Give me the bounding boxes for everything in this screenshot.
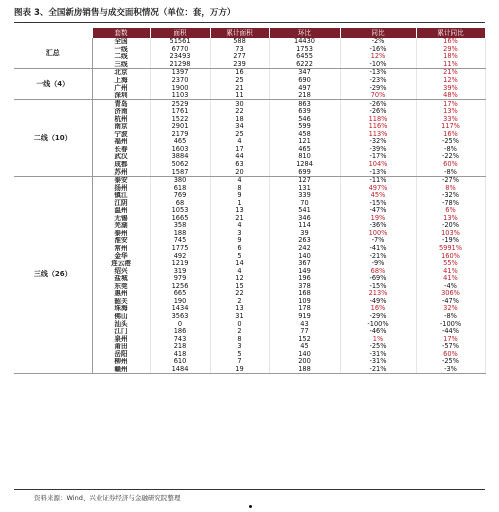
area-cell: 18 (210, 115, 269, 123)
city-name: 江阴 (92, 199, 150, 207)
mom-cell: -17% (340, 153, 416, 161)
area-cell: 14 (210, 260, 269, 268)
city-name: 韶关 (92, 298, 150, 306)
yoy-cell: 21% (416, 69, 485, 77)
area-cell: 11 (210, 92, 269, 100)
units-cell: 218 (150, 343, 210, 351)
header-blank (14, 28, 92, 38)
cumulative-area-cell: 121 (269, 138, 340, 146)
area-cell: 17 (210, 146, 269, 154)
area-cell: 12 (210, 275, 269, 283)
yoy-cell: 32% (416, 305, 485, 313)
source-note: 资料来源：Wind、兴业证券经济与金融研究院整理 (34, 494, 181, 502)
area-cell: 25 (210, 77, 269, 85)
yoy-cell: 160% (416, 252, 485, 260)
cumulative-area-cell: 39 (269, 230, 340, 238)
cumulative-area-cell: 152 (269, 335, 340, 343)
units-cell: 188 (150, 230, 210, 238)
header-cumulative-yoy: 累计同比 (416, 28, 485, 38)
units-cell: 190 (150, 298, 210, 306)
units-cell: 1761 (150, 108, 210, 116)
mom-cell: -39% (340, 146, 416, 154)
cumulative-area-cell: 168 (269, 290, 340, 298)
group-label: 三线（26） (14, 176, 92, 373)
mom-cell: -26% (340, 108, 416, 116)
table-header-row (14, 28, 485, 38)
cumulative-area-cell: 541 (269, 207, 340, 215)
city-name: 柳州 (92, 358, 150, 366)
area-cell: 8 (210, 335, 269, 343)
area-cell: 15 (210, 283, 269, 291)
yoy-cell: 5991% (416, 245, 485, 253)
cumulative-area-cell: 546 (269, 115, 340, 123)
area-cell: 30 (210, 100, 269, 108)
cumulative-area-cell: 109 (269, 298, 340, 306)
units-cell: 610 (150, 358, 210, 366)
units-cell: 3563 (150, 313, 210, 321)
mom-cell: 104% (340, 161, 416, 169)
area-cell: 4 (210, 222, 269, 230)
city-name: 宁波 (92, 131, 150, 139)
cumulative-area-cell: 367 (269, 260, 340, 268)
units-cell: 2529 (150, 100, 210, 108)
cumulative-area-cell: 465 (269, 146, 340, 154)
cumulative-area-cell: 218 (269, 92, 340, 100)
yoy-cell: 103% (416, 230, 485, 238)
mom-cell: 118% (340, 115, 416, 123)
yoy-cell: 12% (416, 77, 485, 85)
mom-cell: 45% (340, 192, 416, 200)
units-cell: 665 (150, 290, 210, 298)
cumulative-area-cell: 599 (269, 123, 340, 131)
city-name: 武汉 (92, 153, 150, 161)
cumulative-area-cell: 140 (269, 350, 340, 358)
units-cell: 1603 (150, 146, 210, 154)
yoy-cell: -3% (416, 366, 485, 374)
city-name: 莆田 (92, 343, 150, 351)
city-name: 盐城 (92, 275, 150, 283)
mom-cell: -21% (340, 252, 416, 260)
city-name: 深圳 (92, 92, 150, 100)
cumulative-area-cell: 378 (269, 283, 340, 291)
yoy-cell: -44% (416, 328, 485, 336)
area-cell: 5 (210, 252, 269, 260)
city-name: 芜湖 (92, 222, 150, 230)
group-label: 一线（4） (14, 69, 92, 100)
city-name: 济南 (92, 108, 150, 116)
units-cell: 21298 (150, 61, 210, 69)
city-name: 青岛 (92, 100, 150, 108)
cumulative-area-cell: 127 (269, 176, 340, 184)
area-cell: 4 (210, 176, 269, 184)
yoy-cell: -20% (416, 222, 485, 230)
units-cell: 5062 (150, 161, 210, 169)
area-cell: 63 (210, 161, 269, 169)
cumulative-area-cell: 114 (269, 222, 340, 230)
city-name: 汕头 (92, 320, 150, 328)
mom-cell: 68% (340, 267, 416, 275)
yoy-cell: 17% (416, 100, 485, 108)
city-name: 泰州 (92, 230, 150, 238)
city-name: 杭州 (92, 115, 150, 123)
area-cell: 44 (210, 153, 269, 161)
units-cell: 1775 (150, 245, 210, 253)
city-name: 扬州 (92, 184, 150, 192)
mom-cell: 1% (340, 335, 416, 343)
city-name: 东莞 (92, 283, 150, 291)
mom-cell: -29% (340, 84, 416, 92)
cumulative-area-cell: 131 (269, 184, 340, 192)
city-name: 岳阳 (92, 350, 150, 358)
area-cell: 0 (210, 320, 269, 328)
city-name: 北京 (92, 69, 150, 77)
city-name: 常州 (92, 245, 150, 253)
area-cell: 34 (210, 123, 269, 131)
units-cell: 380 (150, 176, 210, 184)
yoy-cell: 8% (416, 184, 485, 192)
units-cell: 2901 (150, 123, 210, 131)
units-cell: 319 (150, 267, 210, 275)
mom-cell: -13% (340, 168, 416, 176)
yoy-cell: -8% (416, 313, 485, 321)
mom-cell: 16% (340, 305, 416, 313)
cumulative-area-cell: 639 (269, 108, 340, 116)
cumulative-area-cell: 43 (269, 320, 340, 328)
yoy-cell: 11% (416, 61, 485, 69)
mom-cell: -9% (340, 260, 416, 268)
area-cell: 21 (210, 215, 269, 223)
units-cell: 1256 (150, 283, 210, 291)
area-cell: 3 (210, 343, 269, 351)
table-row (14, 100, 485, 108)
yoy-cell: 48% (416, 92, 485, 100)
mom-cell: -25% (340, 343, 416, 351)
area-cell: 31 (210, 313, 269, 321)
city-name: 福州 (92, 138, 150, 146)
city-name: 绍兴 (92, 267, 150, 275)
units-cell: 1587 (150, 168, 210, 176)
units-cell: 2179 (150, 131, 210, 139)
header-area: 面积 (150, 28, 210, 38)
units-cell: 1522 (150, 115, 210, 123)
area-cell: 7 (210, 358, 269, 366)
yoy-cell: 16% (416, 38, 485, 46)
yoy-cell: -4% (416, 283, 485, 291)
mom-cell: -7% (340, 237, 416, 245)
mom-cell: -13% (340, 69, 416, 77)
area-cell: 73 (210, 46, 269, 54)
yoy-cell: 29% (416, 46, 485, 54)
area-cell: 2 (210, 328, 269, 336)
table-row (14, 176, 485, 184)
city-name: 广州 (92, 84, 150, 92)
mom-cell: -47% (340, 207, 416, 215)
page-dot (249, 505, 252, 508)
cumulative-area-cell: 347 (269, 69, 340, 77)
city-name: 全国 (92, 38, 150, 46)
mom-cell: -69% (340, 275, 416, 283)
units-cell: 51561 (150, 38, 210, 46)
mom-cell: 19% (340, 215, 416, 223)
table-row (14, 38, 485, 46)
yoy-cell: 60% (416, 350, 485, 358)
area-cell: 8 (210, 184, 269, 192)
mom-cell: -41% (340, 245, 416, 253)
cumulative-area-cell: 45 (269, 343, 340, 351)
city-name: 三线 (92, 61, 150, 69)
mom-cell: -49% (340, 298, 416, 306)
city-name: 长春 (92, 146, 150, 154)
yoy-cell: -32% (416, 192, 485, 200)
city-name: 南京 (92, 123, 150, 131)
yoy-cell: -25% (416, 358, 485, 366)
yoy-cell: 306% (416, 290, 485, 298)
group-label: 二线（10） (14, 100, 92, 176)
yoy-cell: 60% (416, 161, 485, 169)
cumulative-area-cell: 77 (269, 328, 340, 336)
mom-cell: -2% (340, 38, 416, 46)
units-cell: 3884 (150, 153, 210, 161)
area-cell: 588 (210, 38, 269, 46)
city-name: 佛山 (92, 313, 150, 321)
city-name: 泰安 (92, 176, 150, 184)
city-name: 连云港 (92, 260, 150, 268)
cumulative-area-cell: 919 (269, 313, 340, 321)
city-name: 成都 (92, 161, 150, 169)
units-cell: 1053 (150, 207, 210, 215)
area-cell: 13 (210, 305, 269, 313)
area-cell: 21 (210, 84, 269, 92)
area-cell: 3 (210, 230, 269, 238)
mom-cell: 497% (340, 184, 416, 192)
cumulative-area-cell: 178 (269, 305, 340, 313)
units-cell: 358 (150, 222, 210, 230)
cumulative-area-cell: 140 (269, 252, 340, 260)
yoy-cell: 17% (416, 335, 485, 343)
city-name: 金华 (92, 252, 150, 260)
units-cell: 1103 (150, 92, 210, 100)
area-cell: 2 (210, 298, 269, 306)
area-cell: 25 (210, 131, 269, 139)
yoy-cell: 13% (416, 108, 485, 116)
mom-cell: -16% (340, 46, 416, 54)
area-cell: 5 (210, 350, 269, 358)
units-cell: 1900 (150, 84, 210, 92)
city-name: 上海 (92, 77, 150, 85)
mom-cell: -10% (340, 61, 416, 69)
mom-cell: -36% (340, 222, 416, 230)
mom-cell: -15% (340, 283, 416, 291)
units-cell: 769 (150, 192, 210, 200)
units-cell: 745 (150, 237, 210, 245)
units-cell: 979 (150, 275, 210, 283)
area-cell: 16 (210, 69, 269, 77)
mom-cell: -26% (340, 100, 416, 108)
city-name: 泉州 (92, 335, 150, 343)
table-body (14, 38, 485, 374)
units-cell: 465 (150, 138, 210, 146)
area-cell: 9 (210, 192, 269, 200)
mom-cell: -23% (340, 77, 416, 85)
city-name: 二线 (92, 53, 150, 61)
area-cell: 4 (210, 267, 269, 275)
figure-title: 图表 3、全国新房销售与成交面积情况（单位：套，万方） (14, 8, 236, 18)
area-cell: 277 (210, 53, 269, 61)
cumulative-area-cell: 346 (269, 215, 340, 223)
units-cell: 1484 (150, 366, 210, 374)
yoy-cell: 33% (416, 115, 485, 123)
sales-table (14, 28, 486, 374)
header-mom: 环比 (269, 28, 340, 38)
yoy-cell: 39% (416, 84, 485, 92)
cumulative-area-cell: 6222 (269, 61, 340, 69)
cumulative-area-cell: 263 (269, 237, 340, 245)
yoy-cell: 55% (416, 260, 485, 268)
units-cell: 618 (150, 184, 210, 192)
area-cell: 22 (210, 108, 269, 116)
yoy-cell: -27% (416, 176, 485, 184)
yoy-cell: -100% (416, 320, 485, 328)
units-cell: 6770 (150, 46, 210, 54)
area-cell: 239 (210, 61, 269, 69)
cumulative-area-cell: 1284 (269, 161, 340, 169)
mom-cell: -32% (340, 138, 416, 146)
cumulative-area-cell: 6455 (269, 53, 340, 61)
city-name: 无锡 (92, 215, 150, 223)
mom-cell: -46% (340, 328, 416, 336)
city-name: 江门 (92, 328, 150, 336)
city-name: 温州 (92, 207, 150, 215)
cumulative-area-cell: 14430 (269, 38, 340, 46)
mom-cell: -100% (340, 320, 416, 328)
area-cell: 9 (210, 237, 269, 245)
mom-cell: -15% (340, 199, 416, 207)
mom-cell: 213% (340, 290, 416, 298)
mom-cell: -31% (340, 358, 416, 366)
mom-cell: 70% (340, 92, 416, 100)
units-cell: 418 (150, 350, 210, 358)
cumulative-area-cell: 70 (269, 199, 340, 207)
area-cell: 6 (210, 245, 269, 253)
yoy-cell: 117% (416, 123, 485, 131)
cumulative-area-cell: 497 (269, 84, 340, 92)
cumulative-area-cell: 810 (269, 153, 340, 161)
cumulative-area-cell: 196 (269, 275, 340, 283)
city-name: 苏州 (92, 168, 150, 176)
city-name: 一线 (92, 46, 150, 54)
yoy-cell: -22% (416, 153, 485, 161)
area-cell: 1 (210, 199, 269, 207)
yoy-cell: -47% (416, 298, 485, 306)
cumulative-area-cell: 690 (269, 77, 340, 85)
yoy-cell: 41% (416, 267, 485, 275)
header-cumulative-area: 累计面积 (210, 28, 269, 38)
table-row (14, 69, 485, 77)
mom-cell: 12% (340, 53, 416, 61)
units-cell: 23493 (150, 53, 210, 61)
units-cell: 68 (150, 199, 210, 207)
cumulative-area-cell: 699 (269, 168, 340, 176)
area-cell: 19 (210, 366, 269, 374)
yoy-cell: -8% (416, 146, 485, 154)
units-cell: 1665 (150, 215, 210, 223)
cumulative-area-cell: 242 (269, 245, 340, 253)
city-name: 珠海 (92, 305, 150, 313)
units-cell: 1219 (150, 260, 210, 268)
yoy-cell: 13% (416, 215, 485, 223)
mom-cell: 100% (340, 230, 416, 238)
yoy-cell: -19% (416, 237, 485, 245)
yoy-cell: 41% (416, 275, 485, 283)
area-cell: 13 (210, 207, 269, 215)
yoy-cell: 16% (416, 131, 485, 139)
yoy-cell: 18% (416, 53, 485, 61)
mom-cell: 113% (340, 131, 416, 139)
header-units: 套数 (92, 28, 150, 38)
mom-cell: -31% (340, 350, 416, 358)
group-label: 汇总 (14, 38, 92, 69)
cumulative-area-cell: 149 (269, 267, 340, 275)
yoy-cell: 6% (416, 207, 485, 215)
cumulative-area-cell: 863 (269, 100, 340, 108)
mom-cell: -11% (340, 176, 416, 184)
cumulative-area-cell: 200 (269, 358, 340, 366)
city-name: 惠州 (92, 290, 150, 298)
city-name: 淮安 (92, 237, 150, 245)
units-cell: 186 (150, 328, 210, 336)
units-cell: 1397 (150, 69, 210, 77)
cumulative-area-cell: 339 (269, 192, 340, 200)
area-cell: 20 (210, 168, 269, 176)
city-name: 赣州 (92, 366, 150, 374)
yoy-cell: -78% (416, 199, 485, 207)
yoy-cell: -25% (416, 138, 485, 146)
mom-cell: -29% (340, 313, 416, 321)
units-cell: 0 (150, 320, 210, 328)
area-cell: 4 (210, 138, 269, 146)
mom-cell: 116% (340, 123, 416, 131)
header-yoy: 同比 (340, 28, 416, 38)
units-cell: 492 (150, 252, 210, 260)
area-cell: 22 (210, 290, 269, 298)
bottom-rule (14, 489, 485, 490)
title-rule (14, 22, 485, 23)
mom-cell: -21% (340, 366, 416, 374)
units-cell: 2370 (150, 77, 210, 85)
yoy-cell: -8% (416, 168, 485, 176)
cumulative-area-cell: 188 (269, 366, 340, 374)
yoy-cell: -57% (416, 343, 485, 351)
cumulative-area-cell: 1753 (269, 46, 340, 54)
cumulative-area-cell: 458 (269, 131, 340, 139)
city-name: 镇江 (92, 192, 150, 200)
units-cell: 1434 (150, 305, 210, 313)
units-cell: 743 (150, 335, 210, 343)
